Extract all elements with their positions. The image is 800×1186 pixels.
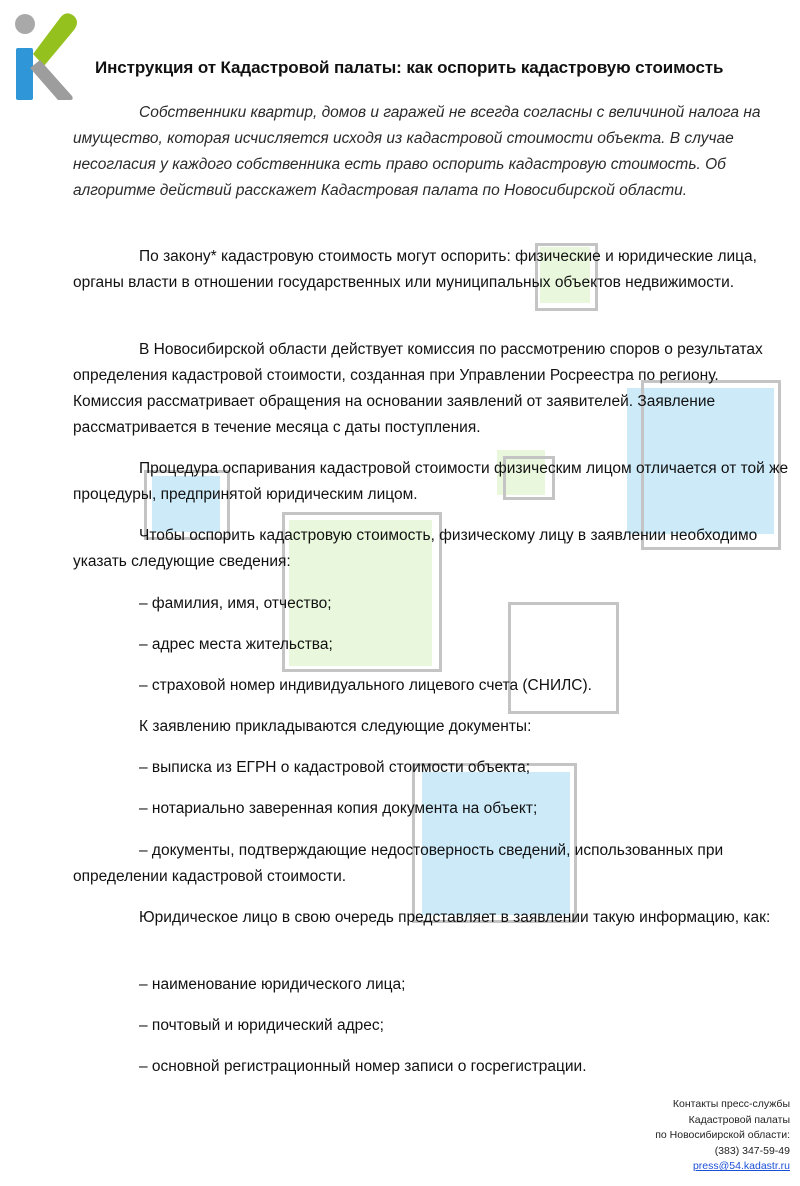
logo-grey-arm xyxy=(30,60,73,100)
logo-dot xyxy=(15,14,35,34)
footer-email-link[interactable]: press@54.kadastr.ru xyxy=(692,1160,790,1172)
footer-phone: (383) 347-59-49 xyxy=(714,1144,790,1157)
paragraph-commission: В Новосибирской области действует комиссия по рассмотрению споров о результатах определения кадастровой стоимости, созданная при Управлении Росреестра по региону. Комиссия рассматривает обращения на основании заявлений от заявителей. Заявление рассматривается в течение месяца с даты поступления. xyxy=(73,341,763,436)
footer-line: Контакты пресс-службы xyxy=(672,1098,790,1110)
kadastr-logo-icon xyxy=(14,10,80,102)
paragraph-individual-info: Чтобы оспорить кадастровую стоимость, физическому лицу в заявлении необходимо указать следующие сведения: xyxy=(73,527,758,570)
list-item: – фамилия, имя, отчество; xyxy=(139,595,332,612)
list-item: – адрес места жительства; xyxy=(139,636,333,653)
logo-stem xyxy=(16,48,33,100)
paragraph-documents: К заявлению прикладываются следующие документы: xyxy=(139,718,532,735)
list-item: – выписка из ЕГРН о кадастровой стоимости объекта; xyxy=(139,759,531,776)
list-item: – наименование юридического лица; xyxy=(139,976,406,993)
list-item: – нотариально заверенная копия документа на объект; xyxy=(139,800,538,817)
page-title: Инструкция от Кадастровой палаты: как оспорить кадастровую стоимость xyxy=(95,58,724,77)
lead-paragraph: Собственники квартир, домов и гаражей не всегда согласны с величиной налога на имущество, которая исчисляется исходя из кадастровой стоимости объекта. В случае несогласия у каждого собственника есть право оспорить кадастровую стоимость. Об алгоритме действий расскажет Кадастровая палата по Новосибирской области. xyxy=(73,104,761,199)
list-item: – основной регистрационный номер записи о госрегистрации. xyxy=(139,1058,587,1075)
list-item: – страховой номер индивидуального лицевого счета (СНИЛС). xyxy=(139,677,592,694)
footer-line: по Новосибирской области: xyxy=(655,1129,790,1141)
footer-line: Кадастровой палаты xyxy=(688,1113,790,1126)
logo-green-arm xyxy=(33,13,77,66)
press-contacts xyxy=(655,1097,790,1175)
list-item: – почтовый и юридический адрес; xyxy=(139,1017,384,1034)
paragraph-legal-entity: Юридическое лицо в свою очередь представляет в заявлении такую информацию, как: xyxy=(139,909,771,926)
list-item-last: – документы, подтверждающие недостоверность сведений, использованных при определении кадастровой стоимости. xyxy=(73,842,724,885)
paragraph-who-can-dispute: По закону* кадастровую стоимость могут оспорить: физические и юридические лица, органы власти в отношении государственных или муниципальных объектов недвижимости. xyxy=(73,248,757,291)
paragraph-procedure: Процедура оспаривания кадастровой стоимости физическим лицом отличается от той же процедуры, предпринятой юридическим лицом. xyxy=(73,460,789,503)
